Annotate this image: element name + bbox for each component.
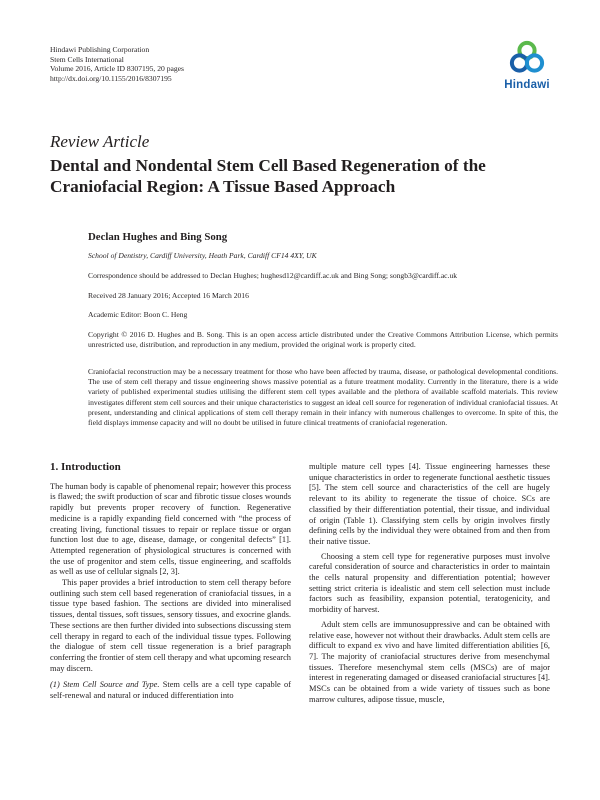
correspondence: Correspondence should be addressed to Declan Hughes; hughesd12@cardiff.ac.uk and Bing Song; songb3@cardiff.ac.uk xyxy=(88,271,458,280)
volume-info: Volume 2016, Article ID 8307195, 20 pages xyxy=(50,64,184,74)
body-column-right xyxy=(309,462,550,705)
paragraph: This paper provides a brief introduction to stem cell therapy before outlining such stem cell based regeneration of craniofacial tissues, in a tissue type based fashion. The sections are divided into mineralised tissues, dental tissues, soft tissues, sensory tissues, and exocrine glands. These sections are then further divided into subsections discussing stem cell therapy in regard to each of the individual tissue types. Following the dialogue of stem cell tissue regeneration is a brief paragraph conferring the frontier of stem cell therapy and what upcoming research may discern. xyxy=(50,578,291,673)
paragraph: Adult stem cells are immunosuppressive and can be obtained with relative ease, however not without their drawbacks. Adult stem cells are difficult to expand ex vivo and have limited differentiation abilities [6, 7]. The majority of craniofacial structures derive from mesenchymal tissues. Therefore mesenchymal stem cells (MSCs) are of major interest in regenerating damaged or diseased craniofacial structures [4]. MSCs can be obtained from a wide variety of tissues such as bone marrow cultures, adipose tissue, muscle, xyxy=(309,619,550,704)
paragraph xyxy=(50,680,291,701)
hindawi-logo xyxy=(500,38,554,91)
article-title: Dental and Nondental Stem Cell Based Regeneration of the Craniofacial Region: A Tissue Based Approach xyxy=(50,156,486,196)
section-heading-introduction: 1. Introduction xyxy=(50,461,121,473)
paragraph: The human body is capable of phenomenal repair; however this process is flawed; the swift production of scar and fibrotic tissue closes wounds rapidly but prevents proper recovery of function. Regenerative medicine is a rapidly expanding field concerned with “the process of creating living, functional tissues to repair or replace tissue or organ function lost due to age, disease, damage, or congenital defects” [1]. Attempted regeneration of physiological structures is concerned with the use of progenitor and stem cells, tissue engineering, and scaffolds as well as use of cellular signals [2, 3]. xyxy=(50,481,291,577)
hindawi-logo-icon xyxy=(507,38,547,78)
doi-link[interactable]: http://dx.doi.org/10.1155/2016/8307195 xyxy=(50,73,172,83)
journal-name: Stem Cells International xyxy=(50,54,124,64)
paragraph-text: Stem cells are a cell type capable of self-renewal and natural or induced differentiation into xyxy=(50,680,291,701)
academic-editor: Academic Editor: Boon C. Heng xyxy=(88,310,188,319)
masthead xyxy=(50,45,184,83)
affiliation: School of Dentistry, Cardiff University, Heath Park, Cardiff CF14 4XY, UK xyxy=(88,251,317,260)
abstract: Craniofacial reconstruction may be a necessary treatment for those who have been affected by trauma, disease, or pathological developmental conditions. The use of stem cell therapy and tissue engineering shows massive potential as a future treatment modality. Currently in the literature, there is a wide variety of published experimental studies utilising the different stem cell types available and the plethora of available scaffold materials. This review investigates different stem cell sources and their unique characteristics to suggest an ideal cell source for regeneration of individual craniofacial tissues. At present, understanding and clinical applications of stem cell therapy remain in their infancy with numerous challenges to overcome. In spite of this, the field displays immense capacity and will no doubt be utilised in future clinical treatments of craniofacial regeneration. xyxy=(88,367,558,428)
authors: Declan Hughes and Bing Song xyxy=(88,231,228,243)
body-column-left xyxy=(50,462,291,702)
paragraph: Choosing a stem cell type for regenerative purposes must involve careful consideration of source and characteristics in order to maintain the cells natural propensity and differentiation potential; however setting strict criteria is idealistic and stem cell selection must include factors such as feasibility, expansion potential, teratogenicity, and morbidity of harvest. xyxy=(309,551,550,615)
paragraph: multiple mature cell types [4]. Tissue engineering harnesses these unique characteristics in order to regenerate functional aesthetic tissues [5]. The stem cell source and characteristics of the cell are hugely relevant to its ability to regenerate the tissue of choice. SCs are classified by their differentiation potential, their tissue, and individual of origin (Table 1). Classifying stem cells by origin involves firstly defining cells by the individual they were obtained from and then from their native tissue. xyxy=(309,462,550,546)
article-type: Review Article xyxy=(50,132,150,151)
copyright-notice: Copyright © 2016 D. Hughes and B. Song. This is an open access article distributed under the Creative Commons Attribution License, which permits unrestricted use, distribution, and reproduction in any medium, provided the original work is properly cited. xyxy=(88,330,558,350)
subsection-run-in-heading: (1) Stem Cell Source and Type. xyxy=(50,680,160,690)
hindawi-logo-text: Hindawi xyxy=(504,79,550,91)
publisher-name: Hindawi Publishing Corporation xyxy=(50,45,150,54)
received-accepted-dates: Received 28 January 2016; Accepted 16 March 2016 xyxy=(88,291,249,300)
